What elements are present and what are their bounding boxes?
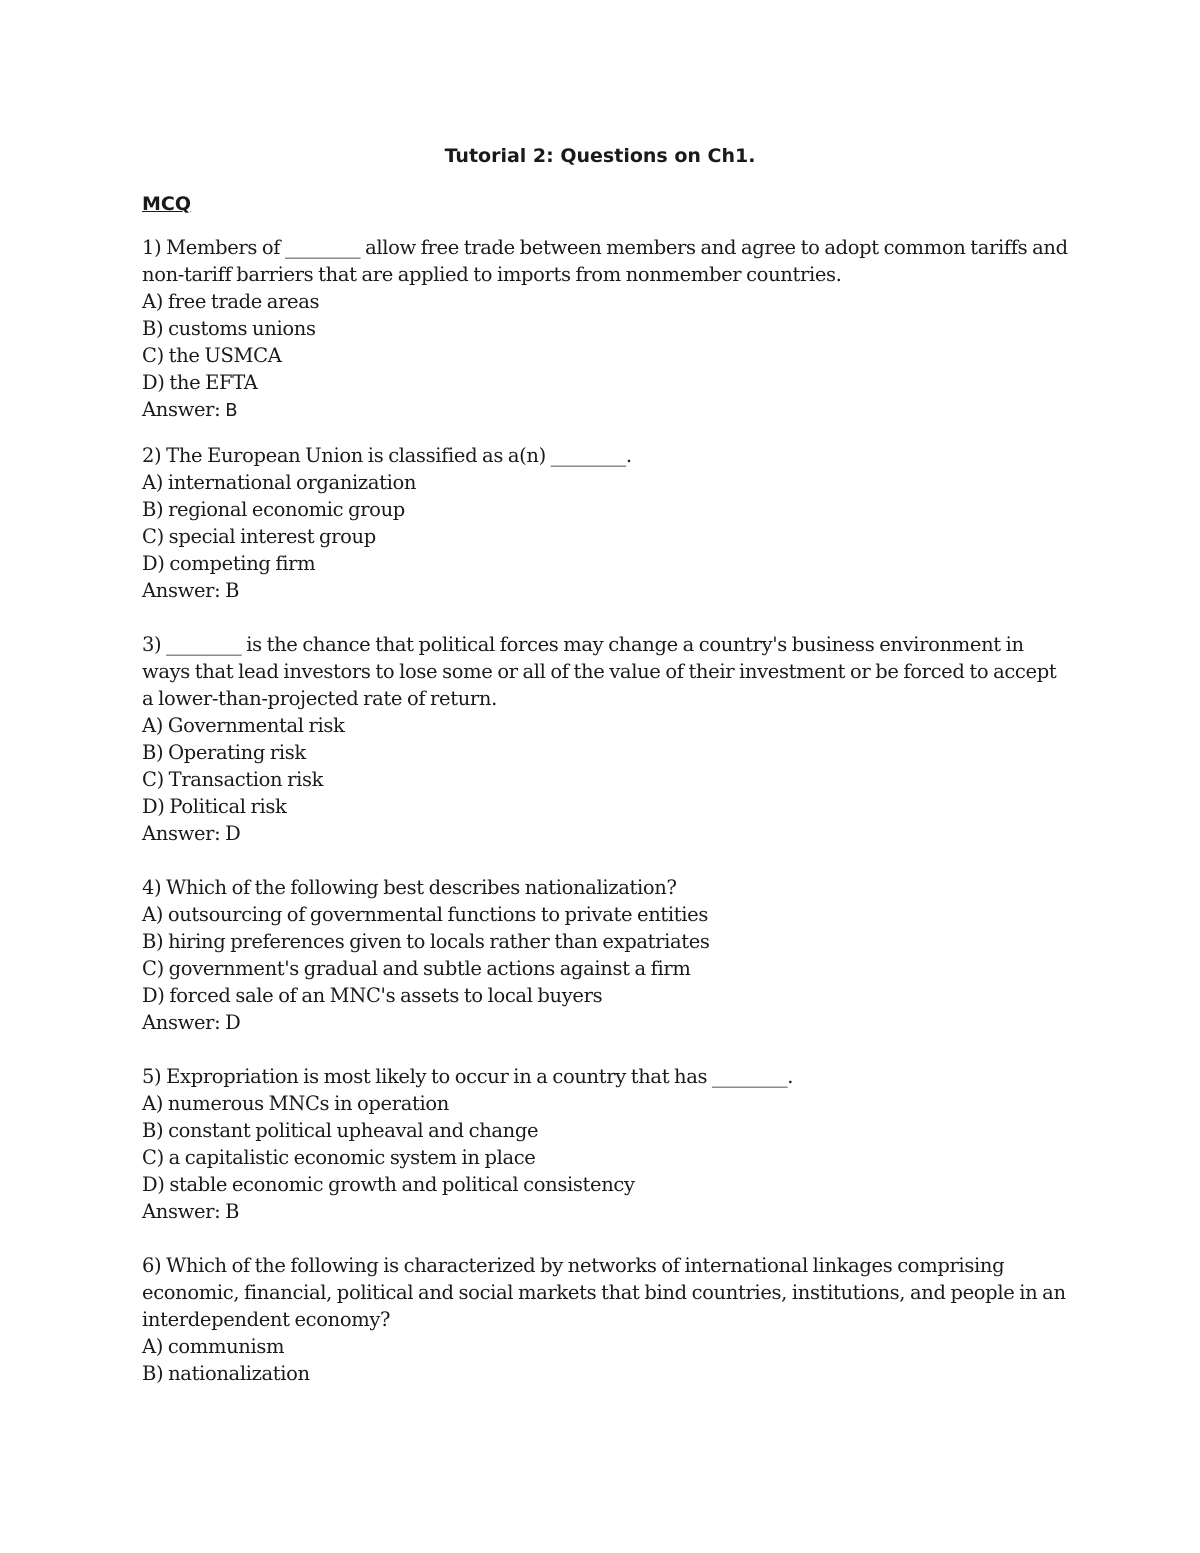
option-c: C) Transaction risk (142, 768, 324, 791)
answer-line: Answer: B (142, 1200, 240, 1223)
option-a: A) international organization (142, 471, 417, 494)
option-d: D) Political risk (142, 795, 287, 818)
option-b: B) regional economic group (142, 498, 405, 521)
question-stem: 1) Members of ________ allow free trade between members and agree to adopt common tariffs and non-tariff barriers that are applied to imports from nonmember countries. (142, 236, 1068, 286)
option-b: B) nationalization (142, 1362, 310, 1385)
question-6 (142, 1252, 1072, 1387)
question-stem: 3) ________ is the chance that political forces may change a country's business environment in ways that lead investors to lose some or all of the value of their investment or be forced to accept a lower-than-projected rate of return. (142, 633, 1057, 710)
option-a: A) free trade areas (142, 290, 320, 313)
option-c: C) special interest group (142, 525, 376, 548)
question-3 (142, 631, 1072, 847)
option-b: B) Operating risk (142, 741, 306, 764)
question-stem: 5) Expropriation is most likely to occur in a country that has ________. (142, 1065, 794, 1088)
question-1 (142, 234, 1072, 424)
answer-line (142, 396, 1072, 424)
answer-label: Answer: (142, 398, 221, 421)
question-stem: 2) The European Union is classified as a(n) ________. (142, 444, 632, 467)
question-stem: 4) Which of the following best describes nationalization? (142, 876, 677, 899)
option-a: A) outsourcing of governmental functions to private entities (142, 903, 709, 926)
question-2 (142, 442, 1072, 604)
option-b: B) hiring preferences given to locals rather than expatriates (142, 930, 710, 953)
option-a: A) Governmental risk (142, 714, 345, 737)
option-c: C) a capitalistic economic system in place (142, 1146, 536, 1169)
answer-line: Answer: D (142, 822, 241, 845)
option-d: D) competing firm (142, 552, 316, 575)
option-a: A) numerous MNCs in operation (142, 1092, 449, 1115)
option-d: D) forced sale of an MNC's assets to local buyers (142, 984, 603, 1007)
option-a: A) communism (142, 1335, 285, 1358)
question-list (142, 234, 1072, 1387)
answer-value: B (225, 400, 238, 421)
answer-line: Answer: B (142, 579, 240, 602)
option-b: B) customs unions (142, 317, 316, 340)
question-5 (142, 1063, 1072, 1225)
question-4 (142, 874, 1072, 1036)
page-title: Tutorial 2: Questions on Ch1. (444, 145, 756, 167)
question-stem: 6) Which of the following is characterized by networks of international linkages comprising economic, financial, political and social markets that bind countries, institutions, and people in an interdependent economy? (142, 1254, 1066, 1331)
option-c: C) the USMCA (142, 344, 282, 367)
section-heading-mcq: MCQ (142, 193, 192, 215)
option-d: D) stable economic growth and political consistency (142, 1173, 635, 1196)
answer-line: Answer: D (142, 1011, 241, 1034)
option-c: C) government's gradual and subtle actions against a firm (142, 957, 691, 980)
option-d: D) the EFTA (142, 371, 258, 394)
option-b: B) constant political upheaval and change (142, 1119, 539, 1142)
